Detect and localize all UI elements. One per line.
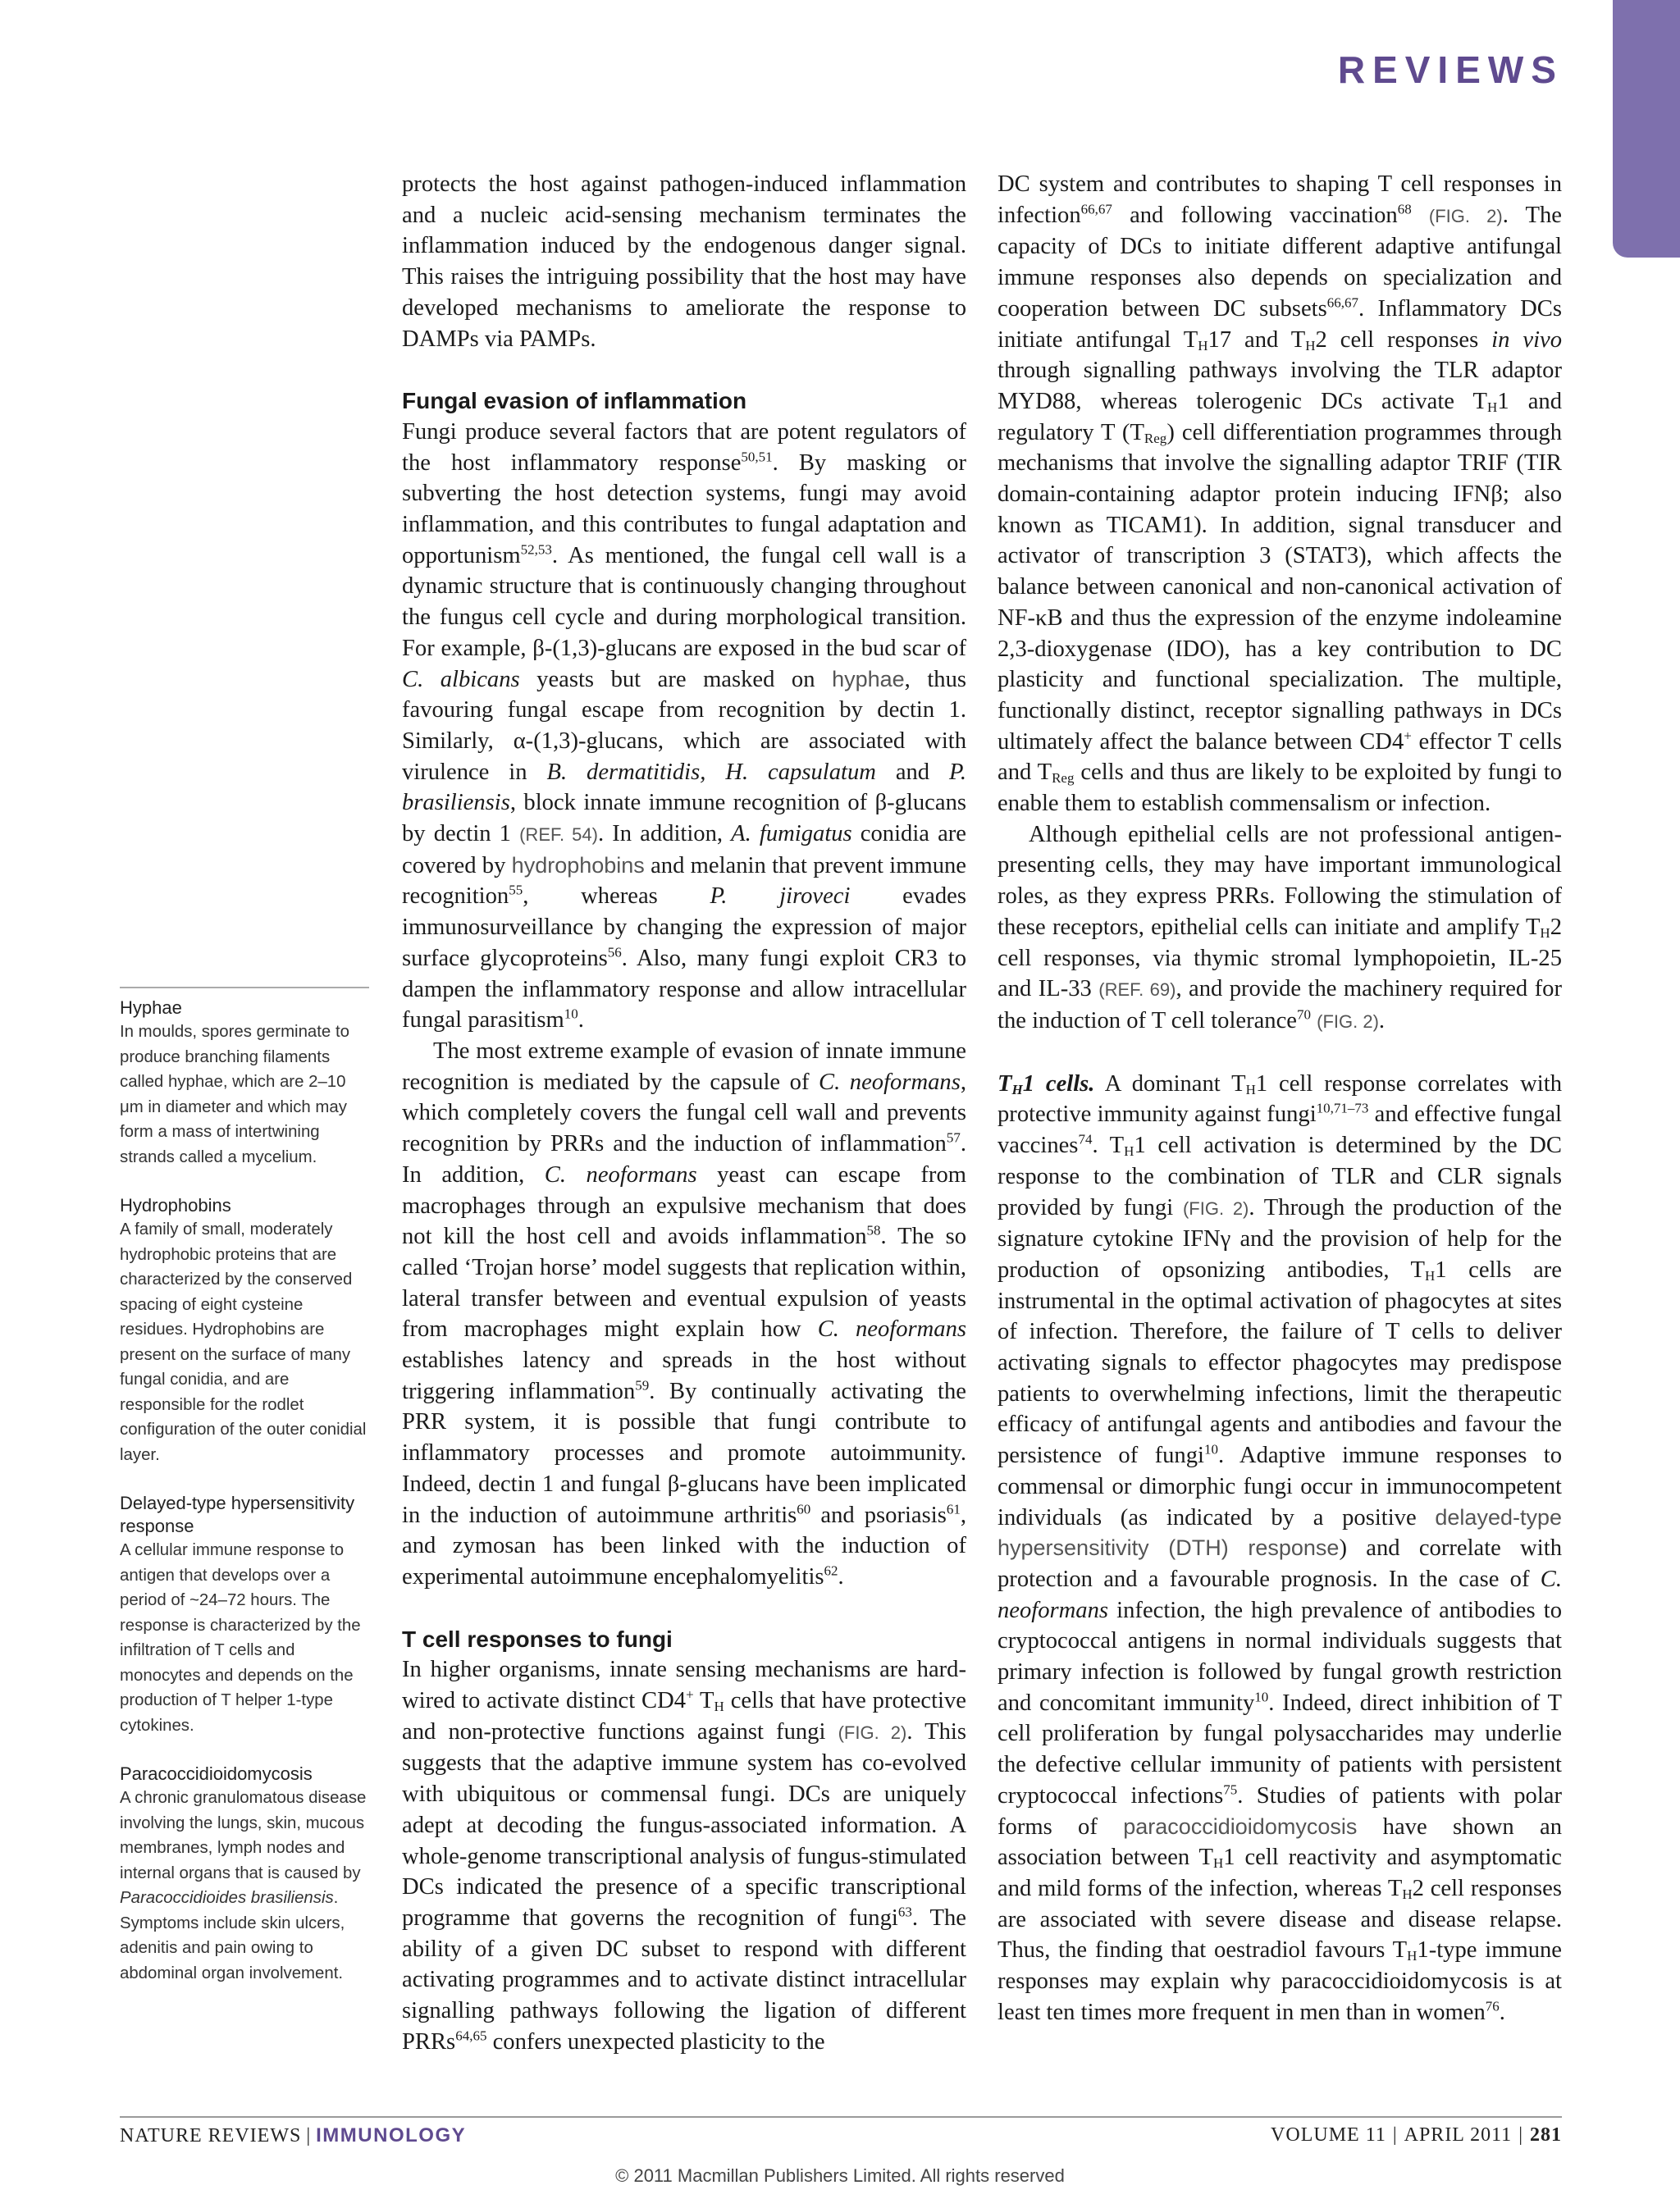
paragraph: $T_H1$ cells. A dominant $T_H1$ cell response correlates with protective immunity against fungi$^{10,71-73}$ and effective fungal vaccines$^{74}$. $T_H1$ cell activation is determined by the DC response to the combination of TLR and CLR signals provided by fungi (FIG. 2). Through the production of the signature cytokine IFNγ and the provision of help for the production of opsonizing antibodies, $T_H1$ cells are instrumental in the optimal activation of phagocytes at sites of infection. Therefore, the failure of T cells to deliver activating signals to effector phagocytes may predispose patients to overwhelming infections, limit the therapeutic efficacy of antifungal agents and antibodies and favour the persistence of fungi$^{10}$. Adaptive immune responses to commensal or dimorphic fungi occur in immunocompetent individuals (as indicated by a positive delayed-type hypersensitivity (DTH) response) and correlate with protection and a favourable prognosis. In the case of C. neoformans infection, the high prevalence of antibodies to cryptococcal antigens in normal individuals suggests that primary infection is followed by fungal growth restriction and concomitant immunity$^{10}$. Indeed, direct inhibition of T cell proliferation by fungal polysaccharides may underlie the defective cellular immunity of patients with persistent cryptococcal infections$^{75}$. Studies of patients with polar forms of paracoccidioidomycosis have shown an association between $T_H1$ cell reactivity and asymptomatic and mild forms of the infection, whereas $T_H2$ cell responses are associated with severe disease and disease relapse. Thus, the finding that oestradiol favours $T_H1$-type immune responses may explain why paracoccidioidomycosis is at least ten times more frequent in men than in women$^{76}$. [998,1070,1563,2025]
glossary-sidebar [120,987,369,2010]
section-label: REVIEWS [1337,48,1564,91]
paragraph: In higher organisms, innate sensing mechanisms are hard-wired to activate distinct CD4+ $T_H$ cells that have protective and non-protective functions against fungi (FIG. 2). This suggests that the adaptive immune system has co-evolved with ubiquitous or commensal fungi. DCs are uniquely adept at decoding the fungus-associated information. A whole-genome transcriptional analysis of fungus-stimulated DCs indicated the presence of a specific transcriptional programme that governs the recognition of fungi$^{63}$. The ability of a given DC subset to respond with different activating programmes and to activate distinct intracellular signalling pathways following the ligation of different PRRs$^{64,65}$ confers unexpected plasticity to the [402,1657,966,2055]
paragraph: DC system and contributes to shaping T cell responses in infection$^{66,67}$ and following vaccination$^{68}$ (FIG. 2). The capacity of DCs to initiate different adaptive antifungal immune responses also depends on specialization and cooperation between DC subsets$^{66,67}$. Inflammatory DCs initiate antifungal $T_H17$ and $T_H2$ cell responses in vivo through signalling pathways involving the TLR adaptor MYD88, whereas tolerogenic DCs activate $T_H1$ and regulatory T $(T_{Reg})$ cell differentiation programmes through mechanisms that involve the signalling adaptor TRIF (TIR domain-containing adaptor protein inducing IFNβ; also known as TICAM1). In addition, signal transducer and activator of transcription 3 (STAT3), which affects the balance between canonical and non-canonical activation of NF-κB and thus the expression of the enzyme indoleamine 2,3-dioxygenase (IDO), has a key contribution to DC plasticity and functional specialization. The multiple, functionally distinct, receptor signalling pathways in DCs ultimately affect the balance between CD4+ effector T cells and $T_{Reg}$ cells and thus are likely to be exploited by fungi to enable them to establish commensalism or infection. [998,171,1563,817]
figure-link[interactable]: (FIG. 2) [1428,205,1503,226]
section-tab [1613,0,1680,258]
reference-link[interactable]: (REF. 54) [519,824,598,846]
glossary-link-hydrophobins[interactable]: hydrophobins [511,852,645,878]
footer-journal: NATURE REVIEWS | IMMUNOLOGY [120,2124,467,2146]
paragraph: protects the host against pathogen-induced inflammation and a nucleic acid-sensing mechanism terminates the inflammation induced by the endogenous danger signal. This raises the intriguing possibility that the host may have developed mechanisms to ameliorate the response to DAMPs via PAMPs. [402,171,966,352]
paragraph: Fungi produce several factors that are potent regulators of the host inflammatory response$^{50,51}$. By masking or subverting the host detection systems, fungi may avoid inflammation, and this contributes to fungal adaptation and opportunism$^{52,53}$. As mentioned, the fungal cell wall is a dynamic structure that is continuously changing throughout the fungus cell cycle and during morphological transition. For example, β-(1,3)-glucans are exposed in the bud scar of C. albicans yeasts but are masked on hyphae, thus favouring fungal escape from recognition by dectin 1. Similarly, α-(1,3)-glucans, which are associated with virulence in B. dermatitidis, H. capsulatum and P. brasiliensis, block innate immune recognition of β-glucans by dectin 1 (REF. 54). In addition, A. fumigatus conidia are covered by hydrophobins and melanin that prevent immune recognition$^{55}$, whereas P. jiroveci evades immunosurveillance by changing the expression of major surface glycoproteins$^{56}$. Also, many fungi exploit CR3 to dampen the inflammatory response and allow intracellular fungal parasitism$^{10}$. [402,418,966,1033]
copyright-notice: © 2011 Macmillan Publishers Limited. All rights reserved [615,2165,1065,2186]
section-heading: Fungal evasion of inflammation [402,388,747,414]
body-column-right [998,169,1562,2028]
footer-issue: VOLUME 11 | APRIL 2011 | 281 [1271,2124,1562,2146]
footer-rule [120,2116,1562,2118]
subsection-heading: $T_H1$ cells. [998,1070,1095,1097]
body-column-middle [402,169,966,2057]
glossary-term: Hydrophobins [120,1195,231,1216]
figure-link[interactable]: (FIG. 2) [1317,1010,1379,1032]
reference-link[interactable]: (REF. 69) [1098,979,1176,1001]
glossary-definition: In moulds, spores germinate to produce branching filaments called hyphae, which are 2–10 μm in diameter and which may form a mass of intertwining strands called a mycelium. [120,1023,349,1166]
glossary-term: Hyphae [120,997,182,1018]
figure-link[interactable]: (FIG. 2) [1182,1198,1249,1219]
glossary-term: Delayed-type hypersensitivity response [120,1493,355,1536]
glossary-link-dth[interactable]: delayed-type hypersensitivity (DTH) response [998,1504,1562,1561]
page-number: 281 [1530,2124,1562,2146]
glossary-definition: A family of small, moderately hydrophobic proteins that are characterized by the conserved spacing of eight cysteine residues. Hydrophobins are present on the surface of many fungal conidia, and are responsible for the rodlet configuration of the outer conidial layer. [120,1220,367,1464]
glossary-term: Paracoccidioidomycosis [120,1763,313,1784]
figure-link[interactable]: (FIG. 2) [838,1722,907,1743]
glossary-definition: A cellular immune response to antigen that develops over a period of ~24–72 hours. The response is characterized by the infiltration of T cells and monocytes and depends on the production of T helper 1-type cytokines. [120,1541,361,1735]
glossary-link-paracoccidioidomycosis[interactable]: paracoccidioidomycosis [1123,1813,1358,1839]
section-heading: T cell responses to fungi [402,1626,673,1652]
paragraph: The most extreme example of evasion of innate immune recognition is mediated by the capsule of C. neoformans, which completely covers the fungal cell wall and prevents recognition by PRRs and the induction of inflammation$^{57}$. In addition, C. neoformans yeast can escape from macrophages through an expulsive mechanism that does not kill the host cell and avoids inflammation$^{58}$. The so called ‘Trojan horse’ model suggests that replication within, lateral transfer between and eventual expulsion of yeasts from macrophages might explain how C. neoformans establishes latency and spreads in the host without triggering inflammation$^{59}$. By continually activating the PRR system, it is possible that fungi contribute to inflammatory processes and promote autoimmunity. Indeed, dectin 1 and fungal β-glucans have been implicated in the induction of autoimmune arthritis$^{60}$ and psoriasis$^{61}$, and zymosan has been linked with the induction of experimental autoimmune encephalomyelitis$^{62}$. [402,1038,966,1590]
glossary-definition: A chronic granulomatous disease involving the lungs, skin, mucous membranes, lymph nodes and internal organs that is caused by Paracoccidioides brasiliensis. Symptoms include skin ulcers, adenitis and pain owing to abdominal organ involvement. [120,1789,367,1982]
paragraph: Although epithelial cells are not professional antigen-presenting cells, they may have important immunological roles, as they express PRRs. Following the stimulation of these receptors, epithelial cells can initiate and amplify $T_H2$ cell responses, via thymic stromal lymphopoietin, IL-25 and IL-33 (REF. 69), and provide the machinery required for the induction of T cell tolerance$^{70}$ (FIG. 2). [998,821,1562,1033]
glossary-link-hyphae[interactable]: hyphae [832,666,905,691]
